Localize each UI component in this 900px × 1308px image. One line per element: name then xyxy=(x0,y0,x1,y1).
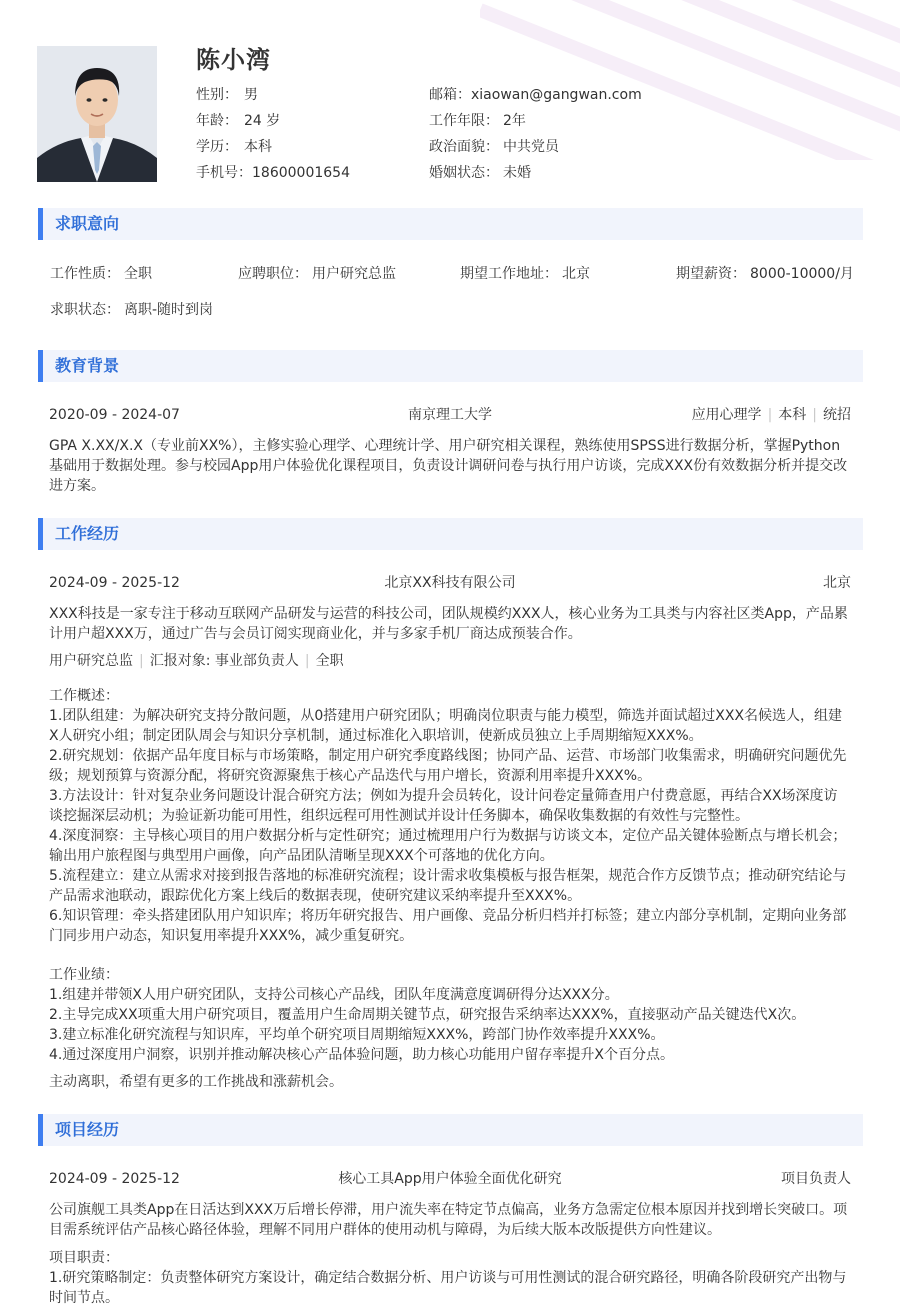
intent-status-label: 求职状态： xyxy=(50,302,120,318)
info-political xyxy=(429,137,559,157)
work-leave-reason: 主动离职，希望有更多的工作挑战和涨薪机会。 xyxy=(49,1074,343,1090)
section-accent-bar xyxy=(38,208,43,240)
info-email xyxy=(429,85,642,105)
section-title: 求职意向 xyxy=(55,214,120,233)
intent-location xyxy=(460,264,590,284)
intent-type-label: 工作性质： xyxy=(50,266,120,282)
work-overview xyxy=(49,686,851,946)
info-label: 政治面貌： xyxy=(429,139,499,155)
work-company-intro: XXX科技是一家专注于移动互联网产品研发与运营的科技公司，团队规模约XXX人，核心业务为工具类与内容社区类App，产品累计用户超XXX万，通过广告与会员订阅实现商业化，并与多家手机厂商达成预装合作。 xyxy=(49,606,848,642)
info-work-years xyxy=(429,111,526,131)
intent-position-label: 应聘职位： xyxy=(238,266,308,282)
work-achievements xyxy=(49,965,851,1065)
duty-label: 项目职责： xyxy=(49,1250,119,1266)
intent-type xyxy=(50,264,152,284)
section-title: 教育背景 xyxy=(55,356,120,375)
intent-status xyxy=(50,300,213,320)
project-duties xyxy=(49,1248,851,1308)
section-work xyxy=(38,518,863,550)
work-city: 北京 xyxy=(823,575,851,591)
info-value: 男 xyxy=(244,87,258,103)
info-label: 学历： xyxy=(196,139,238,155)
project-period: 2024-09 - 2025-12 xyxy=(49,1171,180,1187)
edu-degree: 本科 xyxy=(778,407,807,423)
duty-item: 1.研究策略制定：负责整体研究方案设计，确定结合数据分析、用户访谈与可用性测试的混合研究路径，明确各阶段研究产出物与时间节点。 xyxy=(49,1270,847,1306)
section-title: 项目经历 xyxy=(55,1120,120,1139)
section-project xyxy=(38,1114,863,1146)
divider: | xyxy=(767,407,773,423)
section-accent-bar xyxy=(38,1114,43,1146)
info-value: 24 岁 xyxy=(244,113,281,129)
info-label: 年龄： xyxy=(196,113,238,129)
info-label: 工作年限： xyxy=(429,113,499,129)
intent-salary xyxy=(676,264,854,284)
intent-salary-label: 期望薪资： xyxy=(676,266,746,282)
candidate-name: 陈小湾 xyxy=(196,46,271,74)
project-description: 公司旗舰工具类App在日活达到XXX万后增长停滞，用户流失率在特定节点偏高，业务方急需定位根本原因并找到增长突破口。项目需系统评估产品核心路径体验，理解不同用户群体的使用动机与障碍，为后续大版本改版提供方向性建议。 xyxy=(49,1202,848,1238)
info-age xyxy=(196,111,280,131)
info-education xyxy=(196,137,272,157)
project-name: 核心工具App用户体验全面优化研究 xyxy=(338,1171,562,1187)
info-value: 18600001654 xyxy=(252,165,350,181)
work-company: 北京XX科技有限公司 xyxy=(384,575,516,591)
edu-mode: 统招 xyxy=(823,407,851,423)
section-accent-bar xyxy=(38,518,43,550)
intent-salary-value: 8000-10000/月 xyxy=(750,266,854,282)
info-marital xyxy=(429,163,531,183)
achievement-item: 3.建立标准化研究流程与知识库，平均单个研究项目周期缩短XXX%，跨部门协作效率提升XXX%。 xyxy=(49,1027,665,1043)
info-value: xiaowan@gangwan.com xyxy=(471,87,642,103)
info-value: 2年 xyxy=(503,113,526,129)
divider: | xyxy=(304,653,310,669)
avatar-photo xyxy=(37,46,157,182)
intent-type-value: 全职 xyxy=(124,266,152,282)
intent-position-value: 用户研究总监 xyxy=(312,266,396,282)
work-employment: 全职 xyxy=(315,653,344,669)
section-job-intent xyxy=(38,208,863,240)
info-label: 婚姻状态： xyxy=(429,165,499,181)
info-phone xyxy=(196,163,350,183)
edu-major: 应用心理学 xyxy=(691,407,762,423)
edu-period: 2020-09 - 2024-07 xyxy=(49,407,180,423)
info-gender xyxy=(196,85,258,105)
overview-item: 3.方法设计：针对复杂业务问题设计混合研究方法；例如为提升会员转化，设计问卷定量筛查用户付费意愿，再结合XX场深度访谈挖掘深层动机；为验证新功能可用性，组织远程可用性测试并设计任务脚本，确保收集数据的有效性与完整性。 xyxy=(49,788,838,824)
info-label: 邮箱： xyxy=(429,87,471,103)
overview-item: 6.知识管理：牵头搭建团队用户知识库；将历年研究报告、用户画像、竞品分析归档并打标签；建立内部分享机制，定期向业务部门同步用户动态，知识复用率提升XXX%，减少重复研究。 xyxy=(49,908,847,944)
edu-meta xyxy=(560,405,851,425)
achievement-item: 4.通过深度用户洞察，识别并推动解决核心产品体验问题，助力核心功能用户留存率提升X个百分点。 xyxy=(49,1047,674,1063)
section-title: 工作经历 xyxy=(55,524,120,543)
info-value: 本科 xyxy=(244,139,272,155)
intent-status-value: 离职-随时到岗 xyxy=(124,302,214,318)
section-education xyxy=(38,350,863,382)
overview-item: 1.团队组建：为解决研究支持分散问题，从0搭建用户研究团队；明确岗位职责与能力模型，筛选并面试超过XXX名候选人，组建X人研究小组；制定团队周会与知识分享机制，通过标准化入职培训，使新成员独立上手周期缩短XXX%。 xyxy=(49,708,843,744)
edu-school: 南京理工大学 xyxy=(408,407,492,423)
info-value: 未婚 xyxy=(503,165,531,181)
achievements-label: 工作业绩： xyxy=(49,967,119,983)
overview-item: 4.深度洞察：主导核心项目的用户数据分析与定性研究；通过梳理用户行为数据与访谈文本，定位产品关键体验断点与增长机会；输出用户旅程图与典型用户画像，向产品团队清晰呈现XXX个可落地的优化方向。 xyxy=(49,828,847,864)
achievement-item: 2.主导完成XX项重大用户研究项目，覆盖用户生命周期关键节点，研究报告采纳率达XXX%，直接驱动产品关键迭代X次。 xyxy=(49,1007,806,1023)
work-period: 2024-09 - 2025-12 xyxy=(49,575,180,591)
work-role-line xyxy=(49,651,344,671)
section-accent-bar xyxy=(38,350,43,382)
overview-label: 工作概述： xyxy=(49,688,119,704)
info-value: 中共党员 xyxy=(503,139,559,155)
divider: | xyxy=(812,407,817,423)
info-label: 性别： xyxy=(196,87,238,103)
intent-location-label: 期望工作地址： xyxy=(460,266,558,282)
overview-item: 2.研究规划：依据产品年度目标与市场策略，制定用户研究季度路线图；协同产品、运营、市场部门收集需求，明确研究问题优先级；规划预算与资源分配，将研究资源聚焦于核心产品迭代与用户增长，资源利用率提升XXX%。 xyxy=(49,748,847,784)
intent-location-value: 北京 xyxy=(562,266,590,282)
header-decoration xyxy=(480,0,900,160)
achievement-item: 1.组建并带领X人用户研究团队，支持公司核心产品线，团队年度满意度调研得分达XXX分。 xyxy=(49,987,619,1003)
intent-position xyxy=(238,264,396,284)
edu-description: GPA X.XX/X.X（专业前XX%），主修实验心理学、心理统计学、用户研究相关课程，熟练使用SPSS进行数据分析，掌握Python基础用于数据处理。参与校园App用户体验优化课程项目，负责设计调研问卷与执行用户访谈，完成XXX份有效数据分析并提交改进方案。 xyxy=(49,438,848,494)
divider: | xyxy=(139,653,144,669)
work-role: 用户研究总监 xyxy=(49,653,133,669)
overview-item: 5.流程建立：建立从需求对接到报告落地的标准研究流程；设计需求收集模板与报告框架，规范合作方反馈节点；推动研究结论与产品需求池联动，跟踪优化方案上线后的数据表现，使研究建议采纳率提升至XXX%。 xyxy=(49,868,847,904)
project-role: 项目负责人 xyxy=(781,1171,851,1187)
work-report-to: 汇报对象: 事业部负责人 xyxy=(149,653,299,669)
info-label: 手机号： xyxy=(196,165,252,181)
